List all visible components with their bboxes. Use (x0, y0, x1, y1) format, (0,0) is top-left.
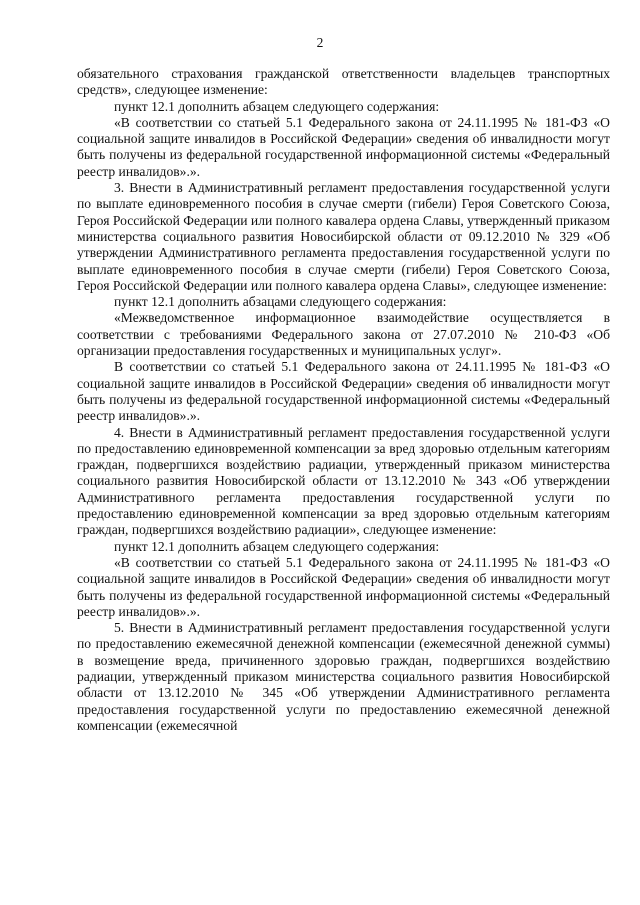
paragraph: 4. Внести в Административный регламент предоставления государственной услуги по предоставлению единовременной компенсации за вред здоровью отдельным категориям граждан, подвергшихся воздействию радиации, утвержденный приказом министерства социального развития Новосибирской области от 13.12.2010 № 343 «Об утверждении Административного регламента предоставления государственной услуги по предоставлению единовременной компенсации за вред здоровью отдельным категориям граждан, подвергшихся воздействию радиации», следующее изменение: (77, 424, 610, 538)
paragraph: «В соответствии со статьей 5.1 Федерального закона от 24.11.1995 № 181-ФЗ «О социальной защите инвалидов в Российской Федерации» сведения об инвалидности могут быть получены из федеральной государственной информационной системы «Федеральный реестр инвалидов».». (77, 554, 610, 619)
paragraph: пункт 12.1 дополнить абзацем следующего содержания: (114, 538, 440, 554)
paragraph: пункт 12.1 дополнить абзацем следующего содержания: (114, 98, 440, 114)
document-body (77, 66, 610, 734)
paragraph: 3. Внести в Административный регламент предоставления государственной услуги по выплате единовременного пособия в случае смерти (гибели) Героя Советского Союза, Героя Российской Федерации или полного кавалера ордена Славы, утвержденный приказом министерства социального развития Новосибирской области от 09.12.2010 № 329 «Об утверждении Административного регламента предоставления государственной услуги по выплате единовременного пособия в случае смерти (гибели) Героя Советского Союза, Героя Российской Федерации или полного кавалера ордена Славы», следующее изменение: (77, 180, 610, 293)
paragraph: пункт 12.1 дополнить абзацами следующего содержания: (114, 294, 447, 310)
paragraph: «В соответствии со статьей 5.1 Федерального закона от 24.11.1995 № 181-ФЗ «О социальной защите инвалидов в Российской Федерации» сведения об инвалидности могут быть получены из федеральной государственной информационной системы «Федеральный реестр инвалидов».». (77, 114, 610, 179)
paragraph: 5. Внести в Административный регламент предоставления государственной услуги по предоставлению ежемесячной денежной компенсации (ежемесячной денежной суммы) в возмещение вреда, причиненного здоровью граждан, подвергшихся воздействию радиации, утвержденный приказом министерства социального развития Новосибирской области от 13.12.2010 № 345 «Об утверждении Административного регламента предоставления государственной услуги по предоставлению ежемесячной денежной компенсации (ежемесячной (77, 620, 610, 733)
paragraph: В соответствии со статьей 5.1 Федерального закона от 24.11.1995 № 181-ФЗ «О социальной защите инвалидов в Российской Федерации» сведения об инвалидности могут быть получены из федеральной государственной информационной системы «Федеральный реестр инвалидов».». (77, 359, 610, 424)
paragraph: «Межведомственное информационное взаимодействие осуществляется в соответствии с требованиями Федерального закона от 27.07.2010 № 210-ФЗ «Об организации предоставления государственных и муниципальных услуг». (77, 310, 610, 359)
paragraph: обязательного страхования гражданской ответственности владельцев транспортных средств», следующее изменение: (77, 66, 610, 98)
page-number: 2 (316, 35, 324, 50)
